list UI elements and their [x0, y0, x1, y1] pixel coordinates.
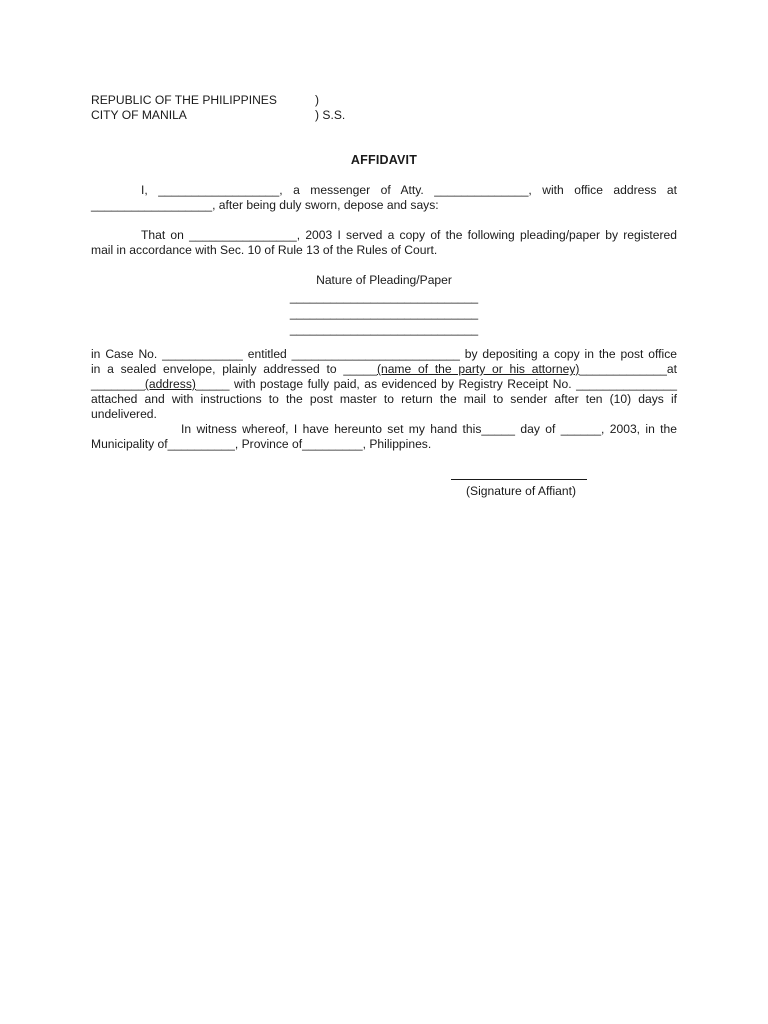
venue-block	[91, 93, 346, 123]
address-placeholder: (address)	[144, 377, 196, 391]
paragraph-case-line-4: attached and with instructions to the post master to return the mail to sender after ten (10) days if undelivered.	[91, 392, 677, 421]
addressed-to-text: in a sealed envelope, plainly addressed to	[91, 362, 344, 376]
signature-label: (Signature of Affiant)	[465, 484, 577, 498]
at-text: at	[666, 362, 677, 376]
paragraph-witness-whereof: In witness whereof, I have hereunto set my hand this_____ day of ______, 2003, in the Municipality of__________, Province of_________, Philippines.	[91, 422, 677, 451]
document-title: AFFIDAVIT	[350, 153, 418, 167]
nature-blank-line: ____________________________	[289, 322, 479, 336]
venue-republic-row	[91, 93, 320, 108]
blank-line: _____	[343, 362, 377, 376]
blank-line: _____	[195, 377, 230, 391]
paragraph-affiant-identity: I, __________________, a messenger of Atty. ______________, with office address at __________________, after being duly sworn, depose and says:	[91, 183, 677, 212]
nature-blank-line: ____________________________	[289, 290, 479, 304]
venue-republic: REPUBLIC OF THE PHILIPPINES	[91, 93, 277, 107]
paragraph-service-statement: That on ________________, 2003 I served a copy of the following pleading/paper by registered mail in accordance with Sec. 10 of Rule 13 of the Rules of Court.	[91, 228, 677, 257]
paragraph-case-line-1: in Case No. ____________ entitled _________________________ by depositing a copy in the post office	[91, 347, 677, 361]
nature-blank-line: ____________________________	[289, 306, 479, 320]
venue-paren-1: )	[315, 93, 320, 107]
venue-city-row	[91, 108, 346, 123]
paragraph-case-line-3	[91, 377, 677, 392]
registry-receipt-text: with postage fully paid, as evidenced by Registry Receipt No. _______________	[229, 377, 677, 391]
signature-line	[451, 479, 587, 480]
blank-line: _____________	[579, 362, 667, 376]
venue-city: CITY OF MANILA	[91, 108, 187, 122]
venue-ss: ) S.S.	[315, 108, 346, 122]
party-placeholder: (name of the party or his attorney)	[376, 362, 580, 376]
paragraph-case-line-2	[91, 362, 677, 377]
nature-heading: Nature of Pleading/Paper	[316, 273, 452, 287]
blank-line: ________	[91, 377, 145, 391]
